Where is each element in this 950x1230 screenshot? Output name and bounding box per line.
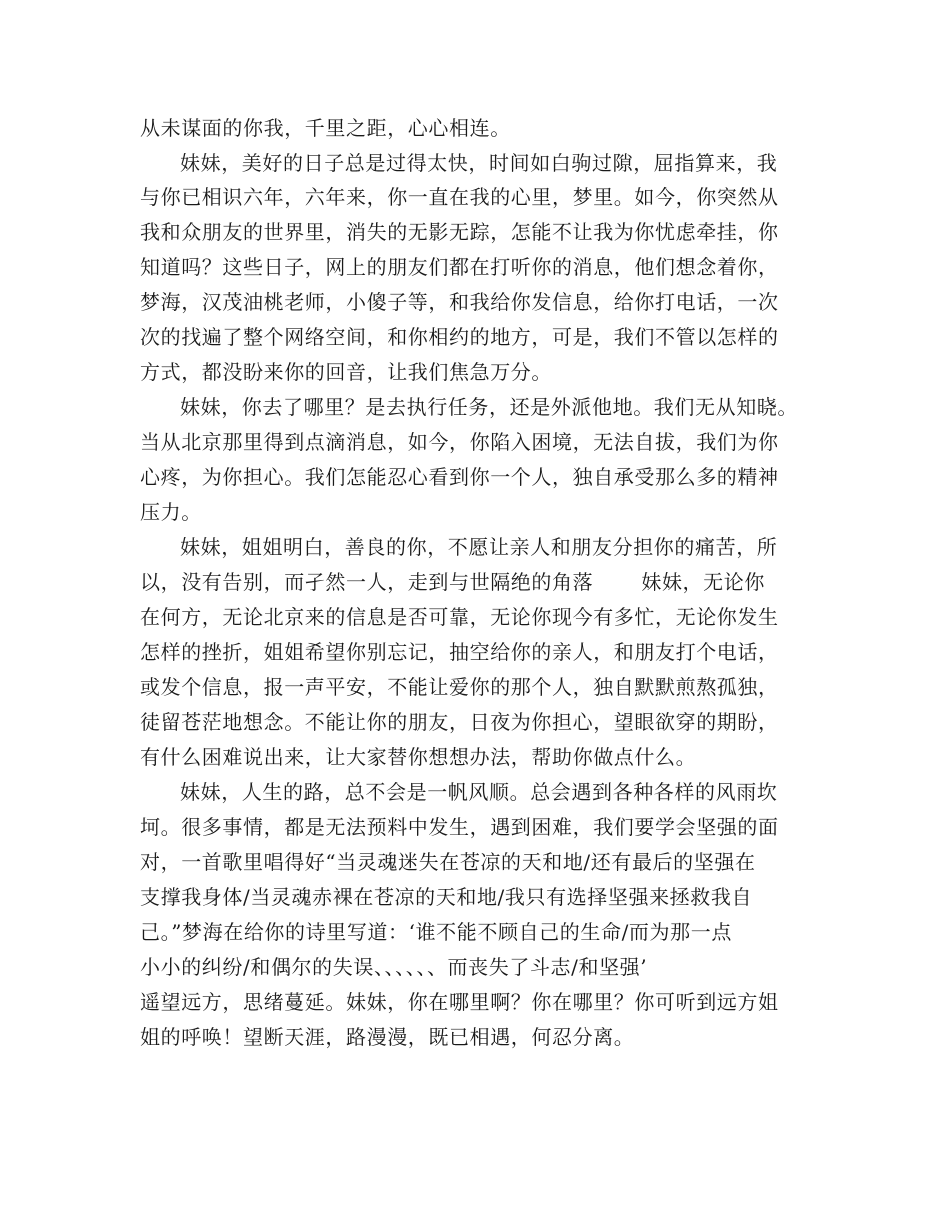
text-line: 方式，都没盼来你的回音，让我们焦急万分。: [140, 360, 552, 384]
text-line: 从未谋面的你我，千里之距，心心相连。: [140, 116, 511, 140]
paragraph-start-line: 妹妹，你去了哪里？是去执行任务，还是外派他地。我们无从知晓。: [180, 395, 798, 419]
text-line: 知道吗？这些日子，网上的朋友们都在打听你的消息，他们想念着你，: [140, 255, 779, 279]
text-line: 在何方，无论北京来的信息是否可靠，无论你现今有多忙，无论你发生: [140, 605, 779, 629]
text-line: 支撑我身体/当灵魂赤裸在苍凉的天和地/我只有选择坚强来拯救我自: [140, 885, 753, 909]
text-line: 坷。很多事情，都是无法预料中发生，遇到困难，我们要学会坚强的面: [140, 815, 779, 839]
text-line: 压力。: [140, 500, 202, 524]
text-line: 有什么困难说出来，让大家替你想想办法，帮助你做点什么。: [140, 745, 697, 769]
text-line: 或发个信息，报一声平安，不能让爱你的那个人，独自默默煎熬孤独，: [140, 675, 779, 699]
text-line: 当从北京那里得到点滴消息，如今，你陷入困境，无法自拔，我们为你: [140, 430, 779, 454]
text-line: 己。”梦海在给你的诗里写道：‘谁不能不顾自己的生命/而为那一点: [140, 920, 732, 944]
text-line: 怎样的挫折，姐姐希望你别忘记，抽空给你的亲人，和朋友打个电话，: [140, 640, 779, 664]
text-line: 以，没有告别，而孑然一人，走到与世隔绝的角落 妹妹，无论你: [140, 570, 765, 594]
text-line: 心疼，为你担心。我们怎能忍心看到你一个人，独自承受那么多的精神: [140, 465, 779, 489]
text-line: 次的找遍了整个网络空间，和你相约的地方，可是，我们不管以怎样的: [140, 325, 779, 349]
text-line: 小小的纠纷/和偶尔的失误、、、、、、而丧失了斗志/和坚强’: [140, 955, 648, 979]
text-line: 我和众朋友的世界里，消失的无影无踪，怎能不让我为你忧虑牵挂，你: [140, 220, 779, 244]
text-line: 对，一首歌里唱得好“当灵魂迷失在苍凉的天和地/还有最后的坚强在: [140, 850, 756, 874]
text-line: 与你已相识六年，六年来，你一直在我的心里，梦里。如今，你突然从: [140, 185, 779, 209]
text-line: 梦海，汉茂油桃老师，小傻子等，和我给你发信息，给你打电话，一次: [140, 290, 779, 314]
paragraph-start-line: 妹妹，人生的路，总不会是一帆风顺。总会遇到各种各样的风雨坎: [180, 780, 778, 804]
text-line: 徒留苍茫地想念。不能让你的朋友，日夜为你担心，望眼欲穿的期盼，: [140, 710, 779, 734]
paragraph-start-line: 妹妹，姐姐明白，善良的你，不愿让亲人和朋友分担你的痛苦，所: [180, 535, 778, 559]
text-line: 遥望远方，思绪蔓延。妹妹，你在哪里啊？你在哪里？你可听到远方姐: [140, 990, 779, 1014]
paragraph-start-line: 妹妹，美好的日子总是过得太快，时间如白驹过隙，屈指算来，我: [180, 151, 778, 175]
text-line: 姐的呼唤！望断天涯，路漫漫，既已相遇，何忍分离。: [140, 1025, 635, 1049]
